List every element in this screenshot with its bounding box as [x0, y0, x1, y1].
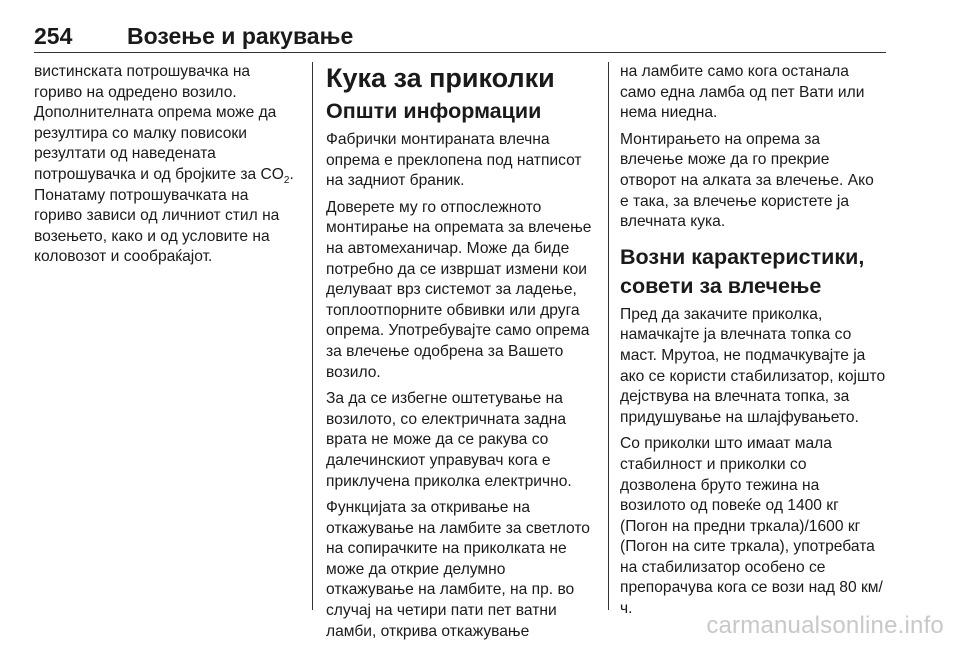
paragraph: Монтирањето на опрема за влечење може да го прекрие отворот на алката за влечење. Ако е така, за влечење користете ја влечната кука. — [620, 130, 874, 231]
page-header — [34, 22, 886, 53]
paragraph: Со приколки што имаат мала стабилност и приколки со дозволена бруто тежина на возилото од повеќе од 1400 кг (Погон на предни тркала)/1600 кг (Погон на сите тркала), употребата на стабилизатор особено се препорачува кога се вози над 80 км/ч. — [620, 435, 883, 618]
paragraph: Пред да закачите приколка, намачкајте ја влечната топка со маст. Мрутоа, не подмачкувајте ја ако се користи стабилизатор, којшто дејствува на влечната топка, за придушување на шлајфувањето. — [620, 305, 886, 426]
subsection-heading: Општи информации — [326, 99, 542, 123]
column-1 — [34, 62, 294, 274]
section-heading: Кука за приколки — [326, 63, 555, 93]
paragraph: Фабрички монтираната влечна опрема е преклопена под натписот на задниот браник. — [326, 131, 582, 190]
column-2 — [326, 62, 596, 648]
chapter-title: Возење и ракување — [127, 23, 354, 49]
paragraph: на ламбите само кога останала само една ламба од пет Вати или нема ниедна. — [620, 63, 865, 122]
paragraph: вистинската потрошувачка на гориво на одредено возило. Дополнителната опрема може да резултира со малку повисоки резултати од наведената потрошувачка и од бројките за $CO_2$. Понатаму потрошувачката на гориво зависи од личниот стил на возењето, како и од условите на коловозот и сообраќајот. — [34, 63, 294, 266]
column-3 — [620, 62, 886, 626]
column-divider — [312, 62, 313, 610]
watermark: carmanualsonline.info — [706, 612, 944, 639]
paragraph: За да се избегне оштетување на возилото, со електричната задна врата не може да се ракува со далечинскиот управувач кога е приклучена приколка електрично. — [326, 390, 572, 490]
paragraph: Доверете му го отпослежното монтирање на опремата за влечење на автомеханичар. Може да биде потребно да се извршат измени кои делуваат врз системот за ладење, топлоотпорните обвивки или друга опрема. Употребувајте само опрема за влечење одобрена за Вашето возило. — [326, 198, 592, 381]
page-number: 254 — [34, 23, 73, 49]
subsection-heading: Возни карактеристики, совети за влечење — [620, 244, 865, 298]
paragraph: Функцијата за откривање на откажување на ламбите за светлото на сопирачките на приколката не може да открие делумно откажување на ламбите, на пр. во случај на четири пати пет ватни ламби, открива откажување — [326, 499, 590, 640]
column-divider — [608, 62, 609, 610]
